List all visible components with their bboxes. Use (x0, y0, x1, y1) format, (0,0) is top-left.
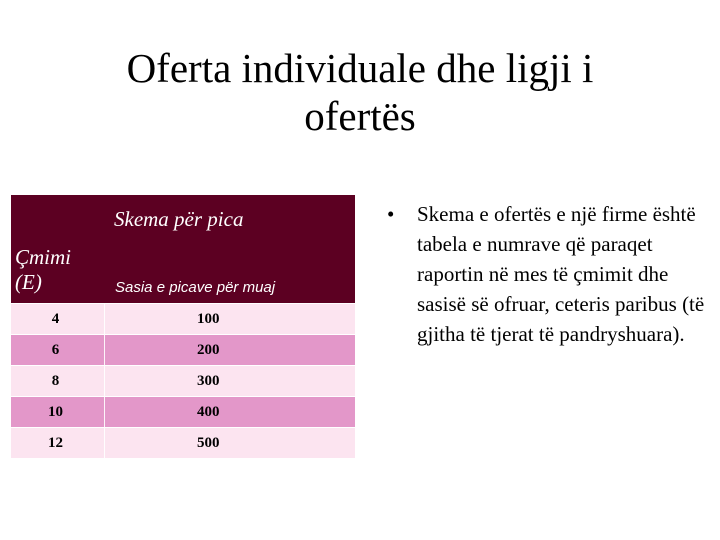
price-cell: 12 (11, 428, 105, 458)
table-row (11, 303, 355, 334)
quantity-cell: 400 (197, 403, 220, 420)
slide-title-line-1: Oferta individuale dhe ligji i (126, 45, 594, 91)
slide-title (60, 44, 660, 140)
price-cell: 6 (11, 335, 105, 365)
table-header (11, 195, 355, 303)
quantity-cell: 500 (197, 434, 220, 451)
slide-title-line-2: ofertës (304, 93, 416, 139)
bullet-marker: • (387, 202, 395, 226)
price-cell: 4 (11, 304, 105, 334)
price-header-line-1: Çmimi (15, 245, 72, 269)
bullet-list (383, 199, 713, 349)
quantity-column-header: Sasia e picave për muaj (115, 279, 276, 296)
price-header-line-2: (E) (15, 270, 42, 294)
quantity-cell: 300 (197, 372, 220, 389)
table-caption: Skema për pica (114, 207, 244, 231)
price-cell: 8 (11, 366, 105, 396)
table-row (11, 396, 355, 427)
table-row (11, 334, 355, 365)
table-row (11, 427, 355, 458)
quantity-cell: 100 (197, 310, 220, 327)
price-column-header (15, 245, 71, 295)
quantity-cell: 200 (197, 341, 220, 358)
bullet-text: Skema e ofertës e një firme është tabela e numrave që paraqet raportin në mes të çmimit dhe sasisë së ofruar, ceteris paribus (të gjitha të tjerat të pandryshuara). (417, 202, 705, 346)
supply-schedule-table (11, 195, 355, 458)
price-cell: 10 (11, 397, 105, 427)
list-item (383, 199, 713, 349)
table-row (11, 365, 355, 396)
